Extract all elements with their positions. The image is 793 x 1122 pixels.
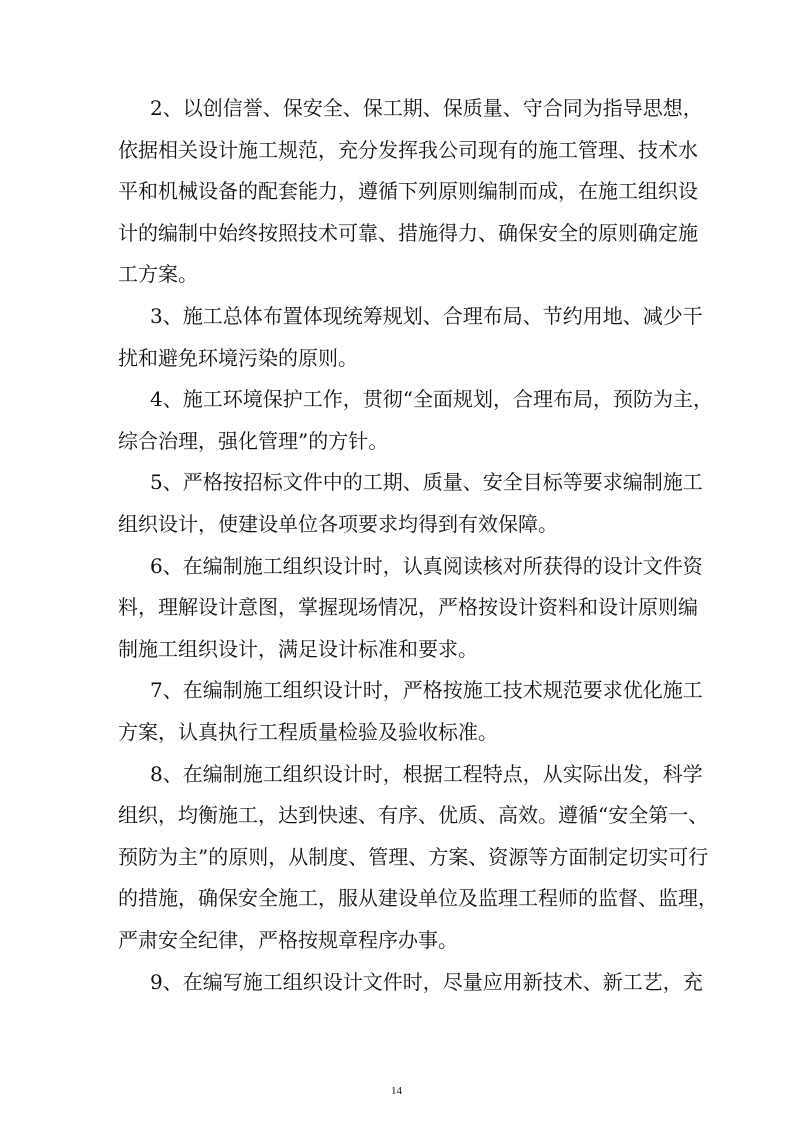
paragraph-line: 2、以创信誉、保安全、保工期、保质量、守合同为指导思想， [150,96,703,120]
paragraph-line: 4、施工环境保护工作，贯彻“全面规划，合理布局，预防为主， [150,387,713,412]
page-number: 14 [391,1085,402,1097]
paragraph-line: 的措施，确保安全施工，服从建设单位及监理工程师的监督、监理， [118,886,718,911]
paragraph-line: 扰和避免环境污染的原则。 [118,345,358,370]
paragraph-line: 方案，认真执行工程质量检验及验收标准。 [118,720,498,744]
paragraph-line: 制施工组织设计，满足设计标准和要求。 [118,636,478,661]
paragraph-line: 平和机械设备的配套能力，遵循下列原则编制而成，在施工组织设 [118,179,698,204]
paragraph-line: 组织，均衡施工，达到快速、有序、优质、高效。遵循“安全第一、 [118,803,709,828]
paragraph-line: 严肃安全纪律，严格按规章程序办事。 [118,928,458,952]
paragraph-line: 5、严格按招标文件中的工期、质量、安全目标等要求编制施工 [150,470,703,495]
paragraph-line: 计的编制中始终按照技术可靠、措施得力、确保安全的原则确定施 [118,220,698,245]
paragraph-line: 工方案。 [118,262,198,287]
paragraph-line: 组织设计，使建设单位各项要求均得到有效保障。 [118,512,558,536]
paragraph-line: 3、施工总体布置体现统筹规划、合理布局、节约用地、减少干 [150,304,703,328]
paragraph-line: 9、在编写施工组织设计文件时，尽量应用新技术、新工艺，充 [150,969,703,994]
paragraph-line: 预防为主”的原则，从制度、管理、方案、资源等方面制定切实可行 [118,844,709,869]
paragraph-line: 料，理解设计意图，掌握现场情况，严格按设计资料和设计原则编 [118,595,698,620]
paragraph-line: 8、在编制施工组织设计时，根据工程特点，从实际出发，科学 [150,761,703,786]
paragraph-line: 6、在编制施工组织设计时，认真阅读核对所获得的设计文件资 [150,553,703,578]
paragraph-line: 依据相关设计施工规范，充分发挥我公司现有的施工管理、技术水 [118,137,698,162]
paragraph-line: 7、在编制施工组织设计时，严格按施工技术规范要求优化施工 [150,678,703,703]
paragraph-line: 综合治理，强化管理”的方针。 [118,428,389,453]
